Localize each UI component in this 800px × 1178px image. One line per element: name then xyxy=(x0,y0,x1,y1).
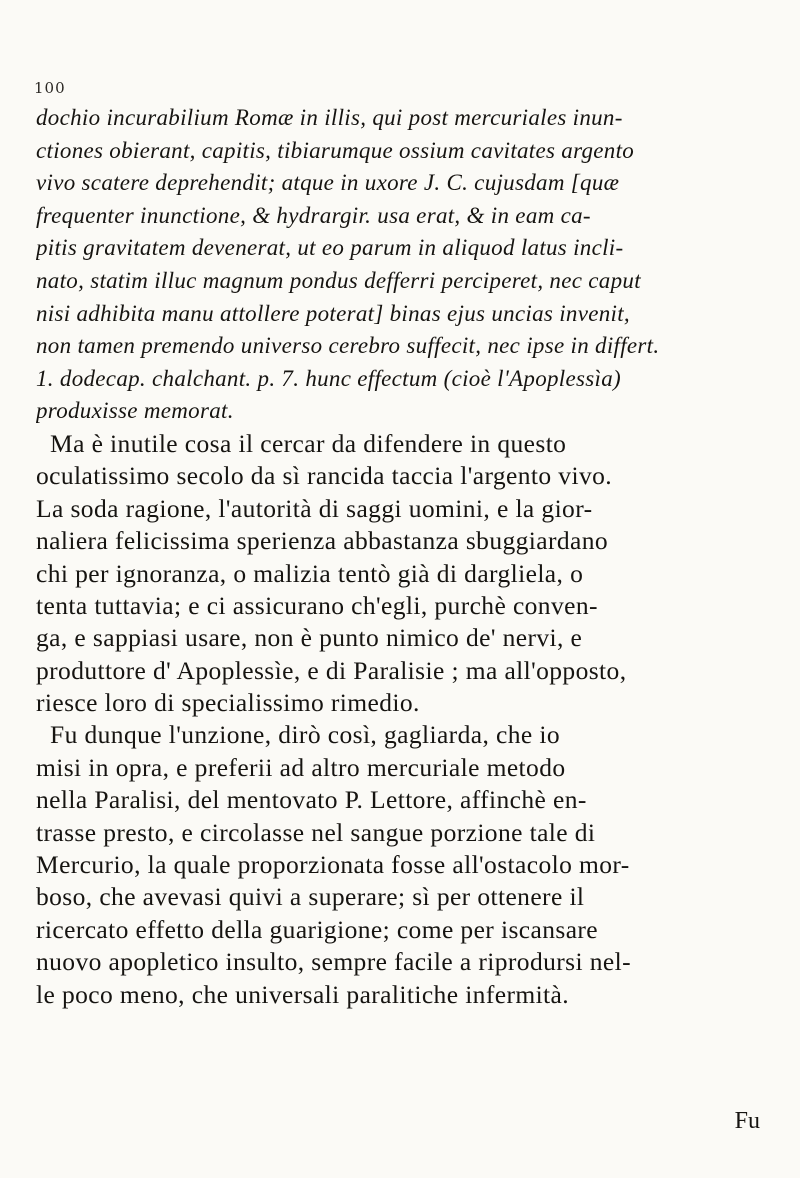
text-line: frequenter inunctione, & hydrargir. usa erat, & in eam ca- xyxy=(36,202,591,228)
text-line: tenta tuttavia; e ci assicurano ch'egli, purchè conven- xyxy=(36,590,598,620)
text-line: Ma è inutile cosa il cercar da difendere in questo xyxy=(50,428,567,458)
text-line: le poco meno, che universali paralitiche infermità. xyxy=(36,979,570,1009)
text-line: Fu dunque l'unzione, dirò così, gagliarda, che io xyxy=(50,720,560,750)
text-line: La soda ragione, l'autorità di saggi uomini, e la gior- xyxy=(36,493,593,523)
text-line: vivo scatere deprehendit; atque in uxore J. C. cujusdam [quæ xyxy=(36,170,620,196)
text-line: chi per ignoranza, o malizia tentò già di dargliela, o xyxy=(36,558,584,588)
body-text xyxy=(36,102,766,1011)
text-line: 1. dodecap. chalchant. p. 7. hunc effectum (cioè l'Apoplessìa) xyxy=(36,365,621,391)
text-line: ctiones obierant, capitis, tibiarumque ossium cavitates argento xyxy=(36,137,635,163)
text-line: nuovo apopletico insulto, sempre facile a riprodursi nel- xyxy=(36,947,631,977)
text-line: non tamen premendo universo cerebro suffecit, nec ipse in differt. xyxy=(36,333,660,359)
paragraph-1 xyxy=(36,428,766,720)
latin-quotation xyxy=(36,102,766,428)
text-line: naliera felicissima sperienza abbastanza sbuggiardano xyxy=(36,526,609,556)
text-line: boso, che avevasi quivi a superare; sì per ottenere il xyxy=(36,882,585,912)
catchword: Fu xyxy=(734,1108,760,1134)
text-line: trasse presto, e circolasse nel sangue porzione tale di xyxy=(36,817,596,847)
text-line: produttore d' Apoplessìe, e di Paralisie ; ma all'opposto, xyxy=(36,655,627,685)
page-number: 100 xyxy=(34,79,66,97)
text-line: nella Paralisi, del mentovato P. Lettore, affinchè en- xyxy=(36,785,587,815)
text-line: oculatissimo secolo da sì rancida taccia l'argento vivo. xyxy=(36,461,613,491)
text-line: ricercato effetto della guarigione; come per iscansare xyxy=(36,914,599,944)
text-line: nato, statim illuc magnum pondus defferri perciperet, nec caput xyxy=(36,267,641,293)
text-line: Mercurio, la quale proporzionata fosse all'ostacolo mor- xyxy=(36,850,630,880)
text-line: misi in opra, e preferii ad altro mercuriale metodo xyxy=(36,752,566,782)
paragraph-2 xyxy=(36,719,766,1011)
text-line: nisi adhibita manu attollere poterat] binas ejus uncias invenit, xyxy=(36,300,630,326)
text-line: produxisse memorat. xyxy=(36,398,234,424)
text-line: pitis gravitatem devenerat, ut eo parum in aliquod latus incli- xyxy=(36,235,624,261)
text-line: dochio incurabilium Romæ in illis, qui post mercuriales inun- xyxy=(36,105,623,130)
text-line: riesce loro di specialissimo rimedio. xyxy=(36,688,420,718)
text-line: ga, e sappiasi usare, non è punto nimico de' nervi, e xyxy=(36,623,583,653)
